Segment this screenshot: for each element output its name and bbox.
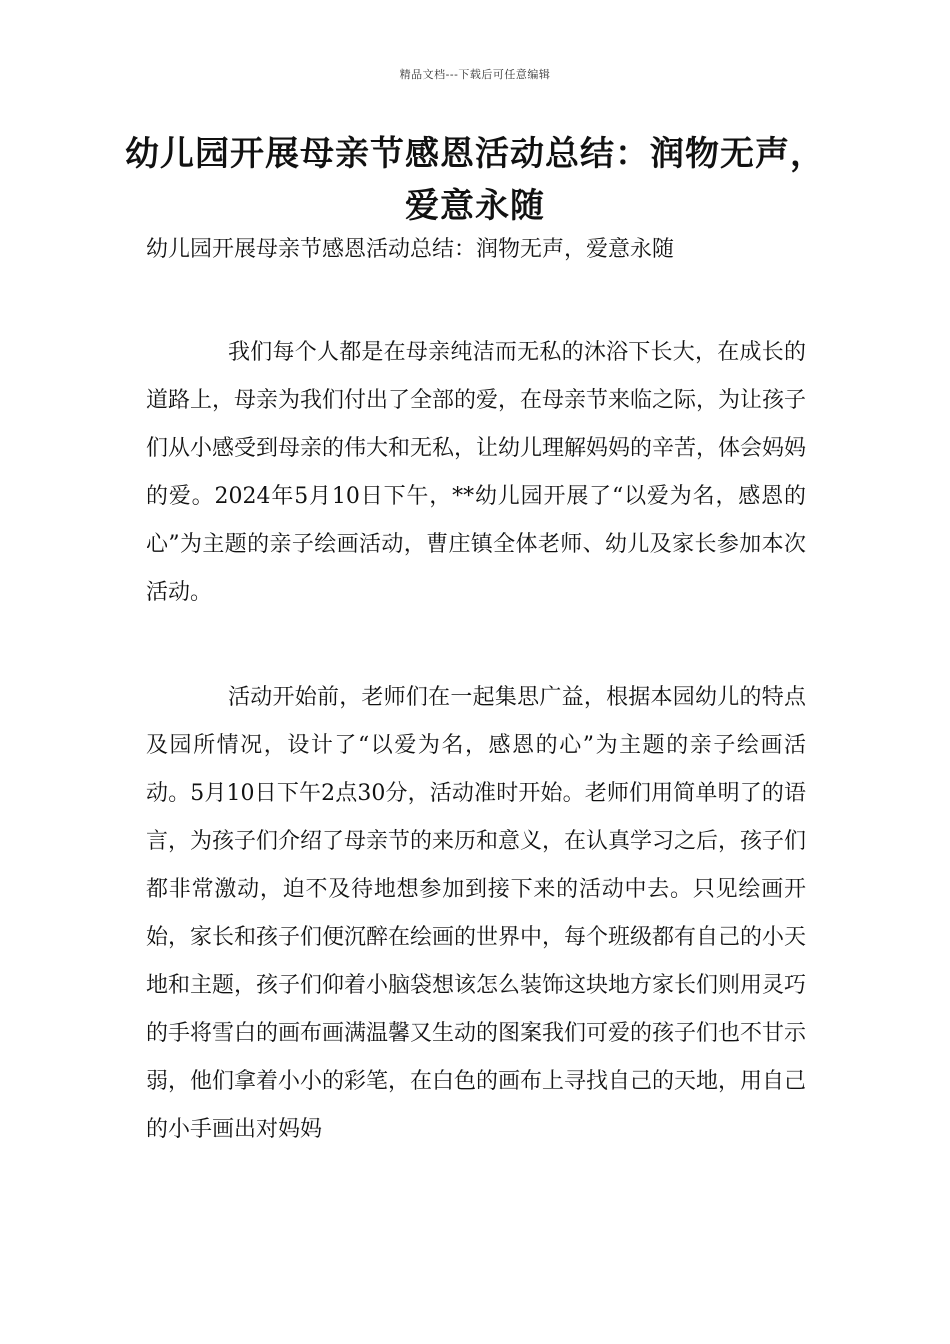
paragraph-2: 活动开始前，老师们在一起集思广益，根据本园幼儿的特点及园所情况，设计了“以爱为名，感恩的心”为主题的亲子绘画活动。5月10日下午2点30分，活动准时开始。老师们用简单明了的语言，为孩子们介绍了母亲节的来历和意义，在认真学习之后，孩子们都非常激动，迫不及待地想参加到接下来的活动中去。只见绘画开始，家长和孩子们便沉醉在绘画的世界中，每个班级都有自己的小天地和主题，孩子们仰着小脑袋想该怎么装饰这块地方家长们则用灵巧的手将雪白的画布画满温馨又生动的图案我们可爱的孩子们也不甘示弱，他们拿着小小的彩笔，在白色的画布上寻找自己的天地，用自己的小手画出对妈妈 xyxy=(146,685,807,1142)
document-subtitle: 幼儿园开展母亲节感恩活动总结：润物无声，爱意永随 xyxy=(146,237,675,262)
paragraph-1: 我们每个人都是在母亲纯洁而无私的沐浴下长大，在成长的道路上，母亲为我们付出了全部的爱，在母亲节来临之际，为让孩子们从小感受到母亲的伟大和无私，让幼儿理解妈妈的辛苦，体会妈妈的爱。2024年5月10日下午，**幼儿园开展了“以爱为名，感恩的心”为主题的亲子绘画活动，曹庄镇全体老师、幼儿及家长参加本次活动。 xyxy=(146,340,807,605)
header-note: 精品文档---下载后可任意编辑 xyxy=(399,68,551,81)
document-title: 幼儿园开展母亲节感恩活动总结：润物无声，爱意永随 xyxy=(125,134,825,226)
